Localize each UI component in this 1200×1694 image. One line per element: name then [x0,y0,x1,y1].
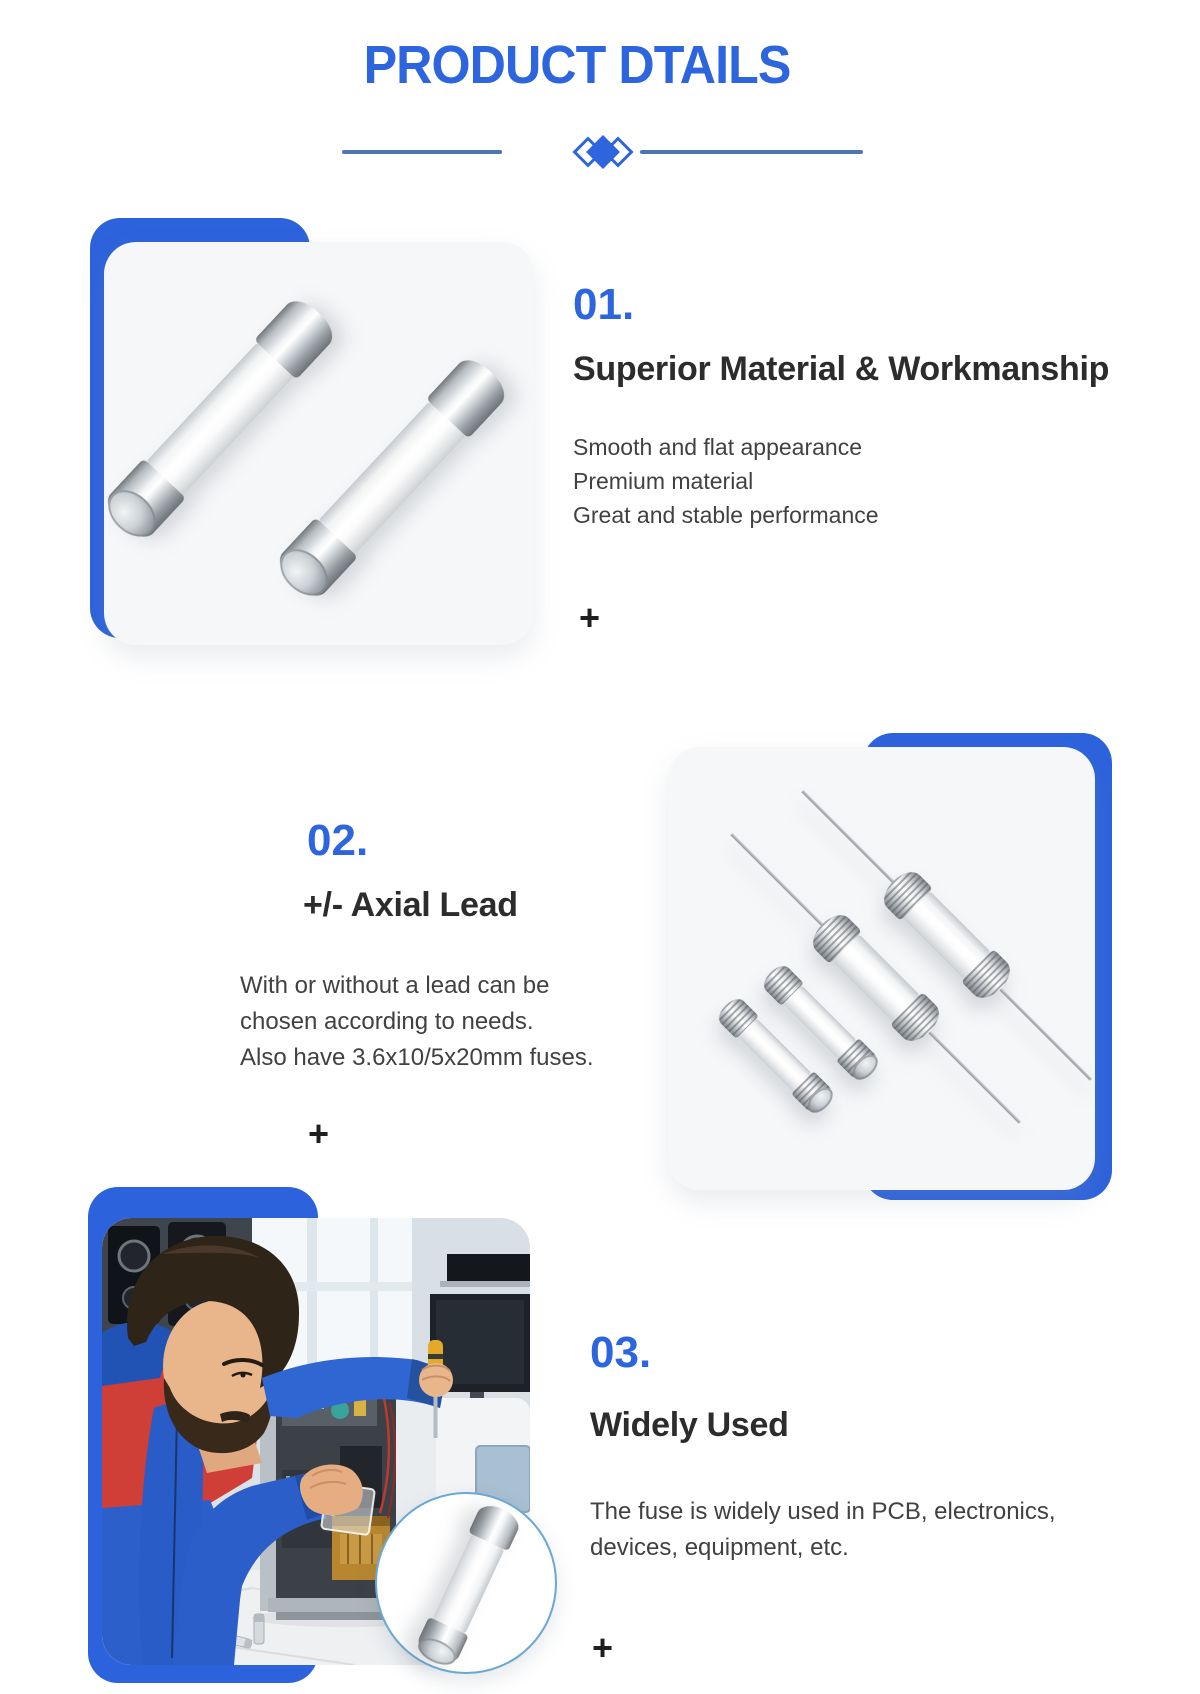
fuse-tube [738,1018,812,1092]
section-heading: Superior Material & Workmanship [573,350,1110,388]
body-line: Smooth and flat appearance [573,434,862,460]
body-line: devices, equipment, etc. [590,1534,849,1561]
fuse-image-card-1 [104,242,534,645]
body-line: With or without a lead can be [240,972,550,999]
section-body [240,968,660,1076]
feature-3-copy [590,1330,1130,1666]
body-line: Also have 3.6x10/5x20mm fuses. [240,1044,594,1071]
body-line: Premium material [573,468,754,494]
section-heading: +/- Axial Lead [303,886,518,924]
ceramic-fuse-graphic [272,352,512,604]
page-title: PRODUCT DTAILS [363,35,791,95]
fuse-image-card-2 [668,747,1095,1190]
section-number: 01. [573,280,635,329]
section-number: 02. [307,816,369,865]
section-body [573,430,1133,532]
feature-1-copy [573,282,1133,636]
plus-icon: + [592,1627,614,1668]
section-number: 03. [590,1328,652,1377]
feature-2-copy [240,818,660,1152]
section-body [590,1494,1130,1566]
section-heading: Widely Used [590,1406,789,1444]
fuse-tube [433,1535,505,1634]
ceramic-fuse-graphic [104,293,340,545]
fuse-inset-circle [375,1492,557,1674]
divider-line-right [640,150,863,154]
fuse-tube [783,985,857,1059]
fuse-tube [146,343,293,496]
body-line: chosen according to needs. [240,1008,534,1035]
fuse-tube [318,402,465,555]
plus-icon: + [308,1113,330,1154]
body-line: Great and stable performance [573,502,879,528]
plus-icon: + [579,597,601,638]
ceramic-fuse-graphic [414,1500,524,1668]
body-line: The fuse is widely used in PCB, electronics, [590,1498,1056,1525]
divider-line-left [342,150,502,154]
